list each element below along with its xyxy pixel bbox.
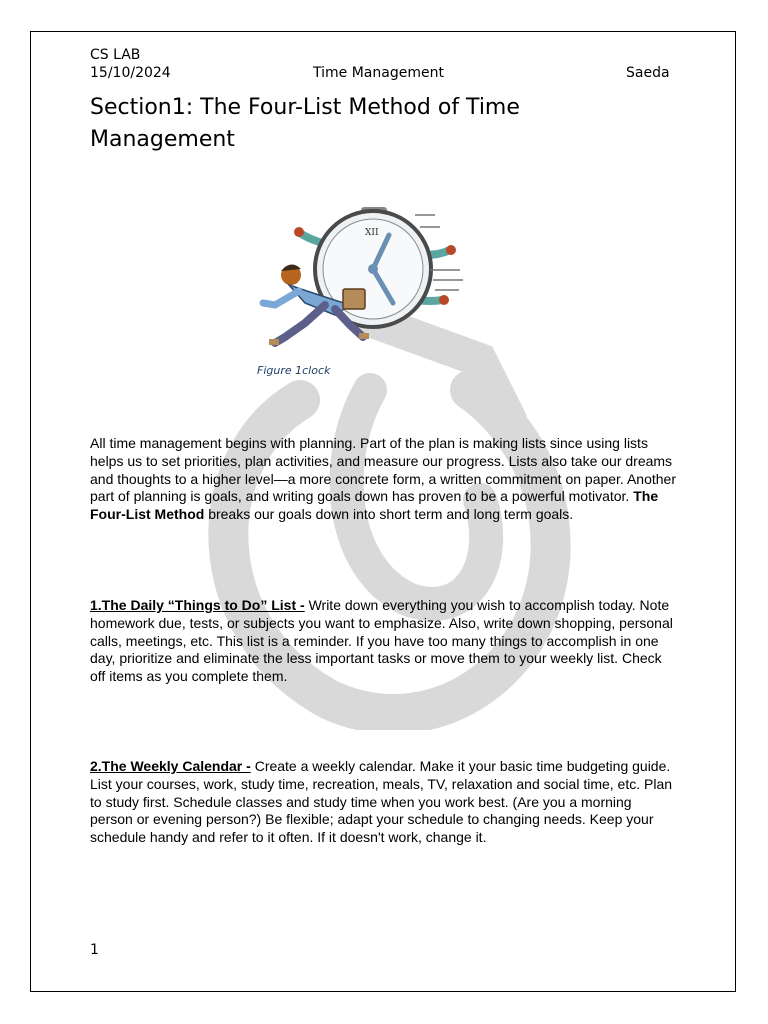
- list-item-heading: 2.The Weekly Calendar -: [90, 758, 251, 774]
- running-man-clock-illustration: [255, 205, 475, 355]
- list-item-heading: 1.The Daily “Things to Do” List -: [90, 597, 305, 613]
- list-item-weekly: [90, 758, 678, 847]
- list-item-daily: [90, 597, 678, 686]
- topic-label: Time Management: [313, 65, 444, 81]
- svg-text:XII: XII: [365, 228, 379, 238]
- course-label: CS LAB: [90, 47, 141, 63]
- page-title: Section1: The Four-List Method of Time Management: [90, 95, 520, 152]
- intro-text-after: breaks our goals down into short term and long term goals.: [204, 506, 574, 523]
- list-item-text: Write down everything you wish to accomplish today. Note homework due, tests, or subjects you want to emphasize. Also, write down shopping, personal calls, meetings, etc. This list is a reminder. If you have too many things to accomplish in one day, prioritize and eliminate the less important tasks or move them to your weekly list. Check off items as you complete them.: [90, 597, 673, 685]
- page-number: 1: [90, 942, 99, 958]
- author-label: Saeda: [626, 65, 670, 81]
- figure-caption: Figure 1clock: [257, 364, 331, 377]
- date-label: 15/10/2024: [90, 65, 171, 81]
- list-item-text: Create a weekly calendar. Make it your basic time budgeting guide. List your courses, work, study time, recreation, meals, TV, relaxation and social time, etc. Plan to study first. Schedule classes and study time when you work best. (Are you a morning person or evening person?) Be flexible; adapt your schedule to changing needs. Keep your schedule handy and refer to it often. If it doesn't work, change it.: [90, 758, 673, 846]
- intro-bold-term: The Four-List Method: [90, 488, 659, 523]
- intro-text-before: All time management begins with planning. Part of the plan is making lists since using lists helps us to set priorities, plan activities, and measure our progress. Lists also take our dreams and thoughts to a higher level—a more concrete form, a written commitment on paper. Another part of planning is goals, and writing goals down has proven to be a powerful motivator.: [90, 435, 676, 505]
- intro-paragraph: [90, 435, 678, 524]
